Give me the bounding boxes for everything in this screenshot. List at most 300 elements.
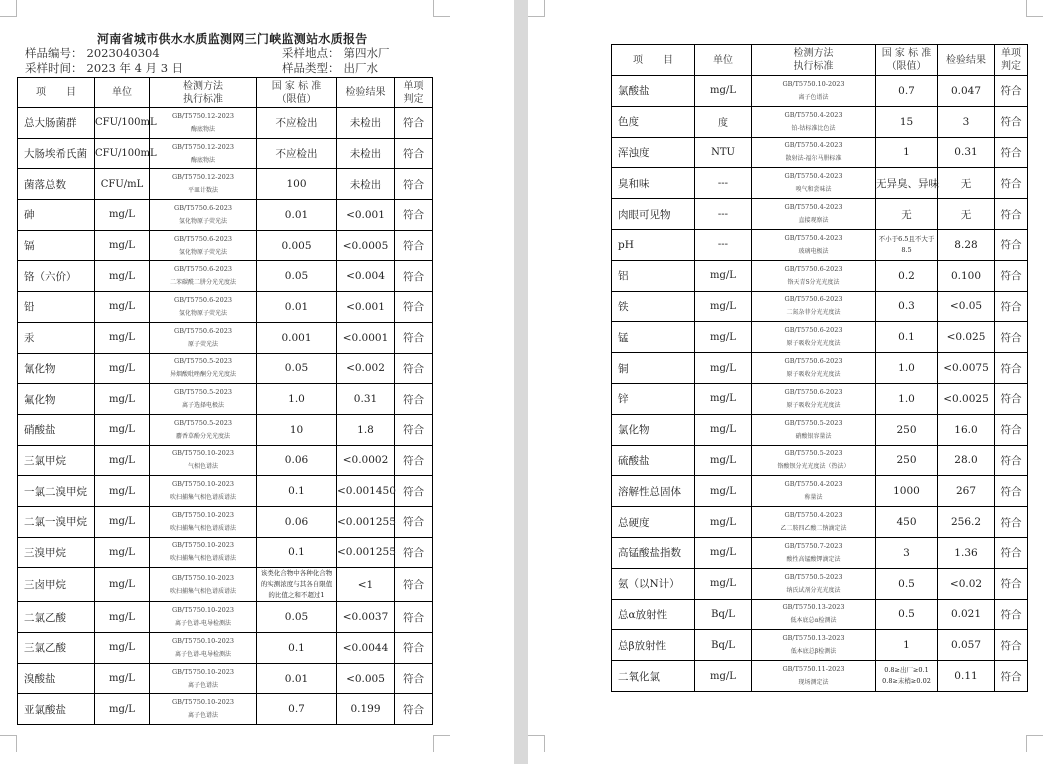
limit-cell: 该类化合物中各种化合物的实测浓度与其各自限值的比值之和不超过1 [257, 568, 337, 602]
judgement-cell: 符合 [395, 445, 433, 476]
limit-cell: 0.05 [257, 261, 337, 292]
result-cell: <0.0044 [337, 633, 395, 664]
method-name: 低本底总α检测法 [790, 617, 837, 625]
unit-cell: mg/L [695, 476, 752, 507]
unit-cell: mg/L [95, 384, 150, 415]
table-row [612, 568, 1028, 599]
item-name-cell: 色度 [612, 106, 695, 137]
result-cell: <0.001 [337, 292, 395, 323]
header-judge-line1: 单项 [403, 80, 424, 92]
unit-cell: NTU [695, 137, 752, 168]
sample-time-value: 2023 年 4 月 3 日 [86, 61, 184, 75]
table-row [18, 384, 433, 415]
table-row [18, 292, 433, 323]
method-cell [150, 445, 257, 476]
judgement-cell: 符合 [995, 599, 1028, 630]
method-standard-code: GB/T5750.4-2023 [784, 511, 843, 520]
corner-mark [1026, 735, 1043, 752]
judgement-cell: 符合 [395, 108, 433, 139]
unit-cell: mg/L [95, 414, 150, 445]
method-cell [150, 169, 257, 200]
result-cell: 267 [938, 476, 995, 507]
item-name-cell: 硝酸盐 [18, 414, 95, 445]
method-name: 二氮杂菲分光光度法 [786, 309, 841, 317]
item-name-cell: 三氯甲烷 [18, 445, 95, 476]
method-standard-code: GB/T5750.10-2023 [171, 510, 235, 519]
result-cell: 0.047 [938, 76, 995, 107]
limit-cell: 0.7 [257, 694, 337, 725]
corner-mark [433, 0, 450, 17]
method-standard-code: GB/T5750.4-2023 [784, 203, 843, 212]
method-standard-code: GB/T5750.10-2023 [171, 573, 235, 582]
limit-cell: 不应检出 [257, 108, 337, 139]
method-name: 酶底物法 [190, 156, 215, 164]
method-name: 氢化物原子荧光法 [178, 217, 227, 225]
item-name-cell: 总大肠菌群 [18, 108, 95, 139]
method-standard-code: GB/T5750.10-2023 [171, 636, 235, 645]
header-method [752, 45, 876, 76]
table-row [18, 537, 433, 568]
method-name: 铬天青S分光光度法 [787, 278, 840, 286]
method-cell [752, 568, 876, 599]
judgement-cell: 符合 [995, 630, 1028, 661]
table-row [612, 414, 1028, 445]
unit-cell: mg/L [95, 230, 150, 261]
result-cell: <0.0005 [337, 230, 395, 261]
result-cell: <0.001255 [337, 506, 395, 537]
item-name-cell: 三溴甲烷 [18, 537, 95, 568]
method-name: 酸性高锰酸钾滴定法 [786, 555, 841, 563]
limit-cell: 0.7 [876, 76, 938, 107]
limit-cell: 0.01 [257, 663, 337, 694]
header-method-line1: 检测方法 [793, 48, 834, 59]
water-quality-table-right [611, 44, 1028, 692]
table-row [612, 353, 1028, 384]
method-name: 铂-钴标准比色法 [791, 124, 836, 132]
table-row [612, 507, 1028, 538]
header-judge-line2: 判定 [1001, 61, 1021, 72]
method-cell [752, 137, 876, 168]
unit-cell: mg/L [95, 568, 150, 602]
method-standard-code: GB/T5750.4-2023 [784, 233, 843, 242]
method-name: 离子色谱法 [187, 681, 218, 689]
method-standard-code: GB/T5750.5-2023 [784, 449, 843, 458]
judgement-cell: 符合 [995, 291, 1028, 322]
limit-cell: 0.1 [257, 537, 337, 568]
method-name: 吹扫捕集气相色谱质谱法 [169, 524, 236, 532]
unit-cell: mg/L [95, 200, 150, 231]
limit-cell: 无异臭、异味 [876, 168, 938, 199]
method-standard-code: GB/T5750.5-2023 [174, 388, 232, 397]
result-cell: 0.021 [938, 599, 995, 630]
judgement-cell: 符合 [395, 602, 433, 633]
method-name: 离子色谱-电导检测法 [174, 650, 232, 658]
unit-cell: mg/L [95, 602, 150, 633]
header-judge [995, 45, 1028, 76]
unit-cell: Bq/L [695, 599, 752, 630]
header-method-line2: 执行标准 [793, 61, 834, 72]
limit-cell: 不小于6.5且不大于8.5 [876, 229, 938, 260]
header-item: 项 目 [18, 78, 95, 108]
corner-mark [433, 735, 450, 752]
corner-mark [528, 735, 545, 752]
judgement-cell: 符合 [395, 384, 433, 415]
header-limit-line1: 国 家 标 准 [271, 80, 322, 92]
item-name-cell: 砷 [18, 200, 95, 231]
sample-type [282, 60, 382, 76]
method-cell [150, 663, 257, 694]
page-gap [514, 0, 528, 764]
table-row [18, 200, 433, 231]
item-name-cell: 二氧化氯 [612, 661, 695, 692]
table-row [612, 383, 1028, 414]
unit-cell: mg/L [695, 291, 752, 322]
result-cell: 0.31 [337, 384, 395, 415]
header-unit: 单位 [695, 45, 752, 76]
method-name: 原子吸收分光光度法 [786, 340, 841, 348]
method-cell [150, 384, 257, 415]
unit-cell: Bq/L [695, 630, 752, 661]
limit-cell: 0.8≥出厂≥0.1 0.8≥末梢≥0.02 [876, 661, 938, 692]
method-standard-code: GB/T5750.6-2023 [784, 295, 843, 304]
result-cell: 256.2 [938, 507, 995, 538]
method-name: 离子色谱法 [798, 93, 829, 101]
table-row [612, 445, 1028, 476]
header-unit: 单位 [95, 78, 150, 108]
unit-cell: mg/L [695, 507, 752, 538]
method-cell [150, 108, 257, 139]
method-standard-code: GB/T5750.5-2023 [174, 357, 232, 366]
limit-cell: 0.01 [257, 292, 337, 323]
judgement-cell: 符合 [995, 76, 1028, 107]
result-cell: <0.001 [337, 200, 395, 231]
result-cell: 0.11 [938, 661, 995, 692]
method-cell [752, 537, 876, 568]
limit-cell: 无 [876, 199, 938, 230]
method-cell [752, 76, 876, 107]
item-name-cell: 溶解性总固体 [612, 476, 695, 507]
method-name: 离子色谱法 [187, 712, 218, 720]
method-cell [150, 633, 257, 664]
item-name-cell: 总硬度 [612, 507, 695, 538]
method-standard-code: GB/T5750.6-2023 [784, 326, 843, 335]
method-standard-code: GB/T5750.6-2023 [174, 265, 232, 274]
table-row [612, 106, 1028, 137]
method-standard-code: GB/T5750.6-2023 [784, 357, 843, 366]
method-name: 平皿计数法 [187, 187, 218, 195]
item-name-cell: 肉眼可见物 [612, 199, 695, 230]
method-standard-code: GB/T5750.5-2023 [174, 418, 232, 427]
method-standard-code: GB/T5750.13-2023 [782, 603, 845, 612]
method-standard-code: GB/T5750.6-2023 [784, 387, 843, 396]
unit-cell: CFU/100mL [95, 108, 150, 139]
item-name-cell: 一氯二溴甲烷 [18, 476, 95, 507]
method-name: 低本底总β检测法 [790, 648, 837, 656]
limit-cell: 0.001 [257, 322, 337, 353]
water-quality-table-left [17, 77, 433, 725]
result-cell: <0.0025 [938, 383, 995, 414]
method-standard-code: GB/T5750.10-2023 [171, 449, 235, 458]
result-cell: <0.0002 [337, 445, 395, 476]
method-cell [752, 414, 876, 445]
limit-cell: 0.5 [876, 568, 938, 599]
method-standard-code: GB/T5750.6-2023 [174, 234, 232, 243]
method-standard-code: GB/T5750.10-2023 [171, 698, 235, 707]
corner-mark [0, 0, 17, 17]
method-standard-code: GB/T5750.10-2023 [171, 541, 235, 550]
result-cell: 0.100 [938, 260, 995, 291]
method-name: 麝香草酚分光光度法 [175, 432, 230, 440]
header-result: 检验结果 [337, 78, 395, 108]
judgement-cell: 符合 [995, 199, 1028, 230]
item-name-cell: 大肠埃希氏菌 [18, 138, 95, 169]
table-row [18, 169, 433, 200]
result-cell: <0.02 [938, 568, 995, 599]
method-cell [150, 138, 257, 169]
method-cell [752, 476, 876, 507]
limit-cell: 1 [876, 630, 938, 661]
method-name: 酶底物法 [190, 125, 215, 133]
result-cell: 8.28 [938, 229, 995, 260]
method-name: 称量法 [804, 494, 823, 502]
unit-cell: --- [695, 168, 752, 199]
limit-cell: 0.2 [876, 260, 938, 291]
sample-number-label: 样品编号： [25, 46, 83, 60]
table-row [612, 291, 1028, 322]
judgement-cell: 符合 [995, 322, 1028, 353]
item-name-cell: 硫酸盐 [612, 445, 695, 476]
table-header-row [18, 78, 433, 108]
method-name: 硝酸银容量法 [795, 432, 832, 440]
judgement-cell: 符合 [995, 445, 1028, 476]
result-cell: 16.0 [938, 414, 995, 445]
item-name-cell: 铅 [18, 292, 95, 323]
method-cell [752, 445, 876, 476]
judgement-cell: 符合 [395, 537, 433, 568]
method-cell [150, 476, 257, 507]
item-name-cell: 三卤甲烷 [18, 568, 95, 602]
sample-time-label: 采样时间： [25, 61, 83, 75]
method-name: 二苯碳酰二肼分光光度法 [169, 279, 236, 287]
method-cell [150, 602, 257, 633]
method-name: 散射法-福尔马肼标准 [785, 155, 842, 163]
judgement-cell: 符合 [995, 137, 1028, 168]
method-cell [150, 200, 257, 231]
sample-type-value: 出厂水 [343, 61, 378, 75]
result-cell: 未检出 [337, 108, 395, 139]
method-cell [752, 322, 876, 353]
method-standard-code: GB/T5750.6-2023 [174, 326, 232, 335]
table-row [18, 322, 433, 353]
judgement-cell: 符合 [395, 568, 433, 602]
unit-cell: mg/L [95, 663, 150, 694]
sample-location-label: 采样地点： [282, 46, 340, 60]
judgement-cell: 符合 [395, 694, 433, 725]
limit-cell: 450 [876, 507, 938, 538]
method-standard-code: GB/T5750.10-2023 [782, 79, 845, 88]
header-method [150, 78, 257, 108]
limit-cell: 100 [257, 169, 337, 200]
limit-cell: 0.3 [876, 291, 938, 322]
unit-cell: mg/L [695, 661, 752, 692]
table-row [18, 633, 433, 664]
result-cell: <0.005 [337, 663, 395, 694]
limit-cell: 0.05 [257, 353, 337, 384]
item-name-cell: 三氯乙酸 [18, 633, 95, 664]
item-name-cell: 总β放射性 [612, 630, 695, 661]
limit-cell: 0.1 [876, 322, 938, 353]
judgement-cell: 符合 [395, 200, 433, 231]
table-row [18, 445, 433, 476]
table-row [612, 599, 1028, 630]
item-name-cell: 亚氯酸盐 [18, 694, 95, 725]
corner-mark [528, 0, 545, 17]
method-name: 乙二胺四乙酸二钠滴定法 [780, 525, 847, 533]
method-standard-code: GB/T5750.6-2023 [174, 295, 232, 304]
judgement-cell: 符合 [395, 476, 433, 507]
item-name-cell: 浑浊度 [612, 137, 695, 168]
judgement-cell: 符合 [995, 260, 1028, 291]
header-method-line1: 检测方法 [183, 80, 223, 92]
judgement-cell: 符合 [395, 169, 433, 200]
header-method-line2: 执行标准 [183, 93, 223, 105]
table-row [612, 168, 1028, 199]
unit-cell: mg/L [95, 476, 150, 507]
result-cell: 0.199 [337, 694, 395, 725]
limit-cell: 250 [876, 445, 938, 476]
item-name-cell: 二氯乙酸 [18, 602, 95, 633]
method-standard-code: GB/T5750.5-2023 [784, 572, 843, 581]
method-cell [150, 568, 257, 602]
header-item: 项 目 [612, 45, 695, 76]
table-row [18, 414, 433, 445]
unit-cell: mg/L [95, 506, 150, 537]
item-name-cell: 铜 [612, 353, 695, 384]
result-cell: <0.001255 [337, 537, 395, 568]
header-limit-line2: （限值） [886, 61, 927, 72]
sample-location [282, 45, 394, 61]
judgement-cell: 符合 [395, 292, 433, 323]
unit-cell: mg/L [695, 383, 752, 414]
method-cell [752, 661, 876, 692]
method-standard-code: GB/T5750.4-2023 [784, 110, 843, 119]
unit-cell: mg/L [695, 353, 752, 384]
method-cell [752, 383, 876, 414]
table-row [612, 199, 1028, 230]
judgement-cell: 符合 [995, 476, 1028, 507]
table-row [612, 229, 1028, 260]
unit-cell: --- [695, 229, 752, 260]
item-name-cell: 铁 [612, 291, 695, 322]
unit-cell: mg/L [695, 76, 752, 107]
corner-mark [0, 735, 17, 752]
method-standard-code: GB/T5750.4-2023 [784, 172, 843, 181]
result-cell: <0.0037 [337, 602, 395, 633]
unit-cell: mg/L [695, 445, 752, 476]
result-cell: <1 [337, 568, 395, 602]
limit-cell: 0.05 [257, 602, 337, 633]
method-cell [752, 229, 876, 260]
sample-type-label: 样品类型： [282, 61, 340, 75]
limit-cell: 不应检出 [257, 138, 337, 169]
judgement-cell: 符合 [995, 106, 1028, 137]
limit-cell: 0.01 [257, 200, 337, 231]
table-row [18, 108, 433, 139]
method-cell [752, 507, 876, 538]
method-cell [150, 414, 257, 445]
method-cell [752, 599, 876, 630]
method-standard-code: GB/T5750.12-2023 [171, 111, 235, 120]
result-cell: <0.025 [938, 322, 995, 353]
judgement-cell: 符合 [995, 383, 1028, 414]
judgement-cell: 符合 [395, 414, 433, 445]
judgement-cell: 符合 [995, 353, 1028, 384]
result-cell: 0.31 [938, 137, 995, 168]
method-cell [752, 106, 876, 137]
limit-cell: 1.0 [257, 384, 337, 415]
method-cell [752, 291, 876, 322]
item-name-cell: 铝 [612, 260, 695, 291]
method-cell [150, 537, 257, 568]
method-cell [752, 260, 876, 291]
judgement-cell: 符合 [995, 507, 1028, 538]
unit-cell: mg/L [95, 353, 150, 384]
table-row [18, 568, 433, 602]
method-name: 原子荧光法 [187, 340, 218, 348]
method-name: 原子吸收分光光度法 [786, 371, 841, 379]
item-name-cell: 氰化物 [18, 353, 95, 384]
item-name-cell: 二氯一溴甲烷 [18, 506, 95, 537]
limit-cell: 0.005 [257, 230, 337, 261]
limit-cell: 15 [876, 106, 938, 137]
judgement-cell: 符合 [995, 229, 1028, 260]
item-name-cell: 氨（以N计） [612, 568, 695, 599]
unit-cell: mg/L [95, 445, 150, 476]
method-standard-code: GB/T5750.6-2023 [784, 264, 843, 273]
method-name: 异烟酸吡唑酮分光光度法 [169, 371, 236, 379]
result-cell: <0.001450 [337, 476, 395, 507]
method-standard-code: GB/T5750.11-2023 [782, 665, 845, 674]
method-standard-code: GB/T5750.10-2023 [171, 606, 235, 615]
method-standard-code: GB/T5750.5-2023 [784, 418, 843, 427]
table-row [612, 661, 1028, 692]
limit-cell: 1.0 [876, 353, 938, 384]
header-limit [257, 78, 337, 108]
table-row [612, 137, 1028, 168]
result-cell: 28.0 [938, 445, 995, 476]
method-name: 氢化物原子荧光法 [178, 309, 227, 317]
method-name: 离子色谱-电导检测法 [174, 620, 232, 628]
method-name: 现场测定法 [798, 679, 829, 687]
method-name: 吹扫捕集气相色谱质谱法 [169, 494, 236, 502]
item-name-cell: 汞 [18, 322, 95, 353]
method-name: 铬酸钡分光光度法（热法） [777, 463, 850, 471]
report-page-left [0, 0, 514, 764]
result-cell: 1.8 [337, 414, 395, 445]
method-standard-code: GB/T5750.4-2023 [784, 141, 843, 150]
table-row [612, 537, 1028, 568]
table-row [612, 322, 1028, 353]
item-name-cell: 镉 [18, 230, 95, 261]
corner-mark [1026, 0, 1043, 17]
unit-cell: mg/L [95, 261, 150, 292]
table-row [612, 476, 1028, 507]
unit-cell: mg/L [695, 322, 752, 353]
unit-cell: mg/L [695, 260, 752, 291]
table-row [18, 694, 433, 725]
judgement-cell: 符合 [395, 506, 433, 537]
header-judge-line1: 单项 [1001, 48, 1021, 59]
